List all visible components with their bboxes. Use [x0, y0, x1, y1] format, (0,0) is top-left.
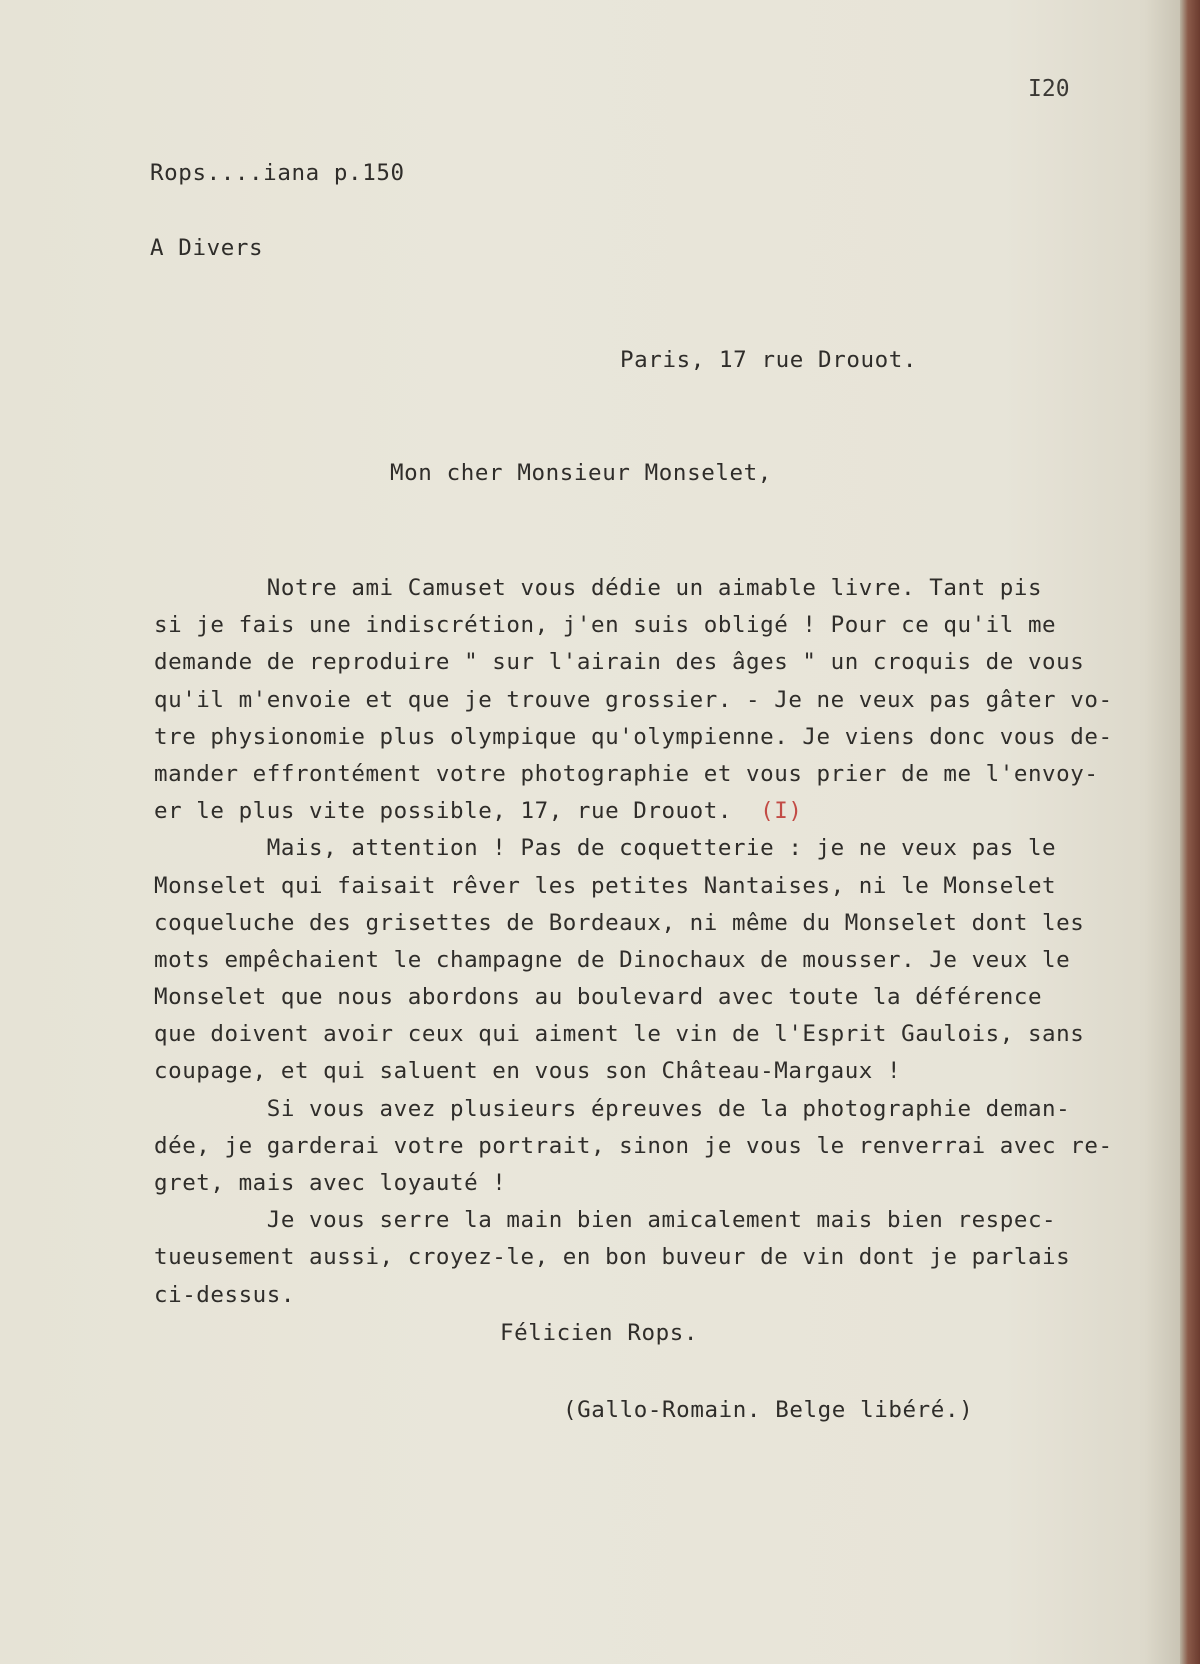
- address-line: Paris, 17 rue Drouot.: [620, 347, 918, 373]
- book-binding-edge: [1180, 0, 1200, 1664]
- reference-line: Rops....iana p.150: [150, 160, 405, 186]
- body-line: si je fais une indiscrétion, j'en suis obligé ! Pour ce qu'il me: [154, 612, 1057, 639]
- body-line: Je vous serre la main bien amicalement mais bien respec-: [154, 1207, 1057, 1234]
- body-line: er le plus vite possible, 17, rue Drouot.: [154, 798, 732, 825]
- body-line: qu'il m'envoie et que je trouve grossier. - Je ne veux pas gâter vo-: [154, 686, 1113, 713]
- body-line: Notre ami Camuset vous dédie un aimable livre. Tant pis: [154, 575, 1043, 601]
- footnote-mark: (I): [760, 798, 803, 825]
- body-line: tre physionomie plus olympique qu'olympienne. Je viens donc vous de-: [154, 723, 1113, 750]
- body-line: que doivent avoir ceux qui aiment le vin de l'Esprit Gaulois, sans: [154, 1021, 1085, 1048]
- signature-note: (Gallo-Romain. Belge libéré.): [563, 1397, 974, 1423]
- body-line: Si vous avez plusieurs épreuves de la photographie deman-: [154, 1095, 1071, 1122]
- page-number: I20: [1028, 76, 1070, 102]
- body-line: dée, je garderai votre portrait, sinon je vous le renverrai avec re-: [154, 1132, 1113, 1159]
- body-line: coqueluche des grisettes de Bordeaux, ni même du Monselet dont les: [154, 909, 1085, 936]
- body-line: Mais, attention ! Pas de coquetterie : je ne veux pas le: [154, 835, 1057, 862]
- letter-body: [154, 570, 1164, 1314]
- body-line: mander effrontément votre photographie et vous prier de me l'envoy-: [154, 760, 1099, 787]
- body-line-with-note: [154, 793, 1164, 830]
- signature: Félicien Rops.: [500, 1320, 699, 1346]
- body-line: Monselet que nous abordons au boulevard avec toute la déférence: [154, 984, 1043, 1011]
- body-line: coupage, et qui saluent en vous son Château-Margaux !: [154, 1058, 902, 1085]
- body-line: ci-dessus.: [154, 1281, 295, 1308]
- body-line: Monselet qui faisait rêver les petites Nantaises, ni le Monselet: [154, 872, 1057, 899]
- salutation: Mon cher Monsieur Monselet,: [390, 460, 772, 486]
- recipient-group: A Divers: [150, 235, 264, 261]
- body-line: demande de reproduire " sur l'airain des âges " un croquis de vous: [154, 649, 1085, 676]
- body-line: mots empêchaient le champagne de Dinochaux de mousser. Je veux le: [154, 946, 1071, 973]
- body-line: gret, mais avec loyauté !: [154, 1170, 507, 1196]
- body-line: tueusement aussi, croyez-le, en bon buveur de vin dont je parlais: [154, 1244, 1071, 1271]
